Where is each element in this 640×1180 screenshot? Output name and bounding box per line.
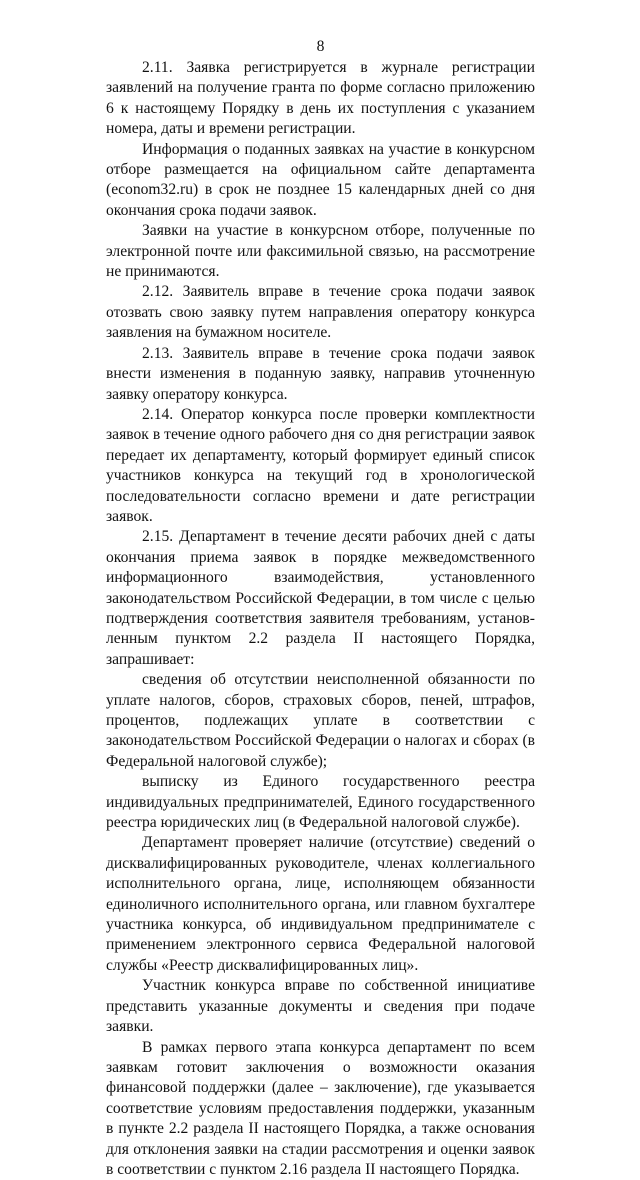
paragraph-2-13: 2.13. Заявитель вправе в течение срока подачи заявок внести изменения в поданную заявку, направив уточненную заявку оператору конкурса.	[106, 344, 535, 405]
paragraph-2-11: 2.11. Заявка регистрируется в журнале регистрации заявлений на получение гранта по форме согласно приложению 6 к настоящему Порядку в день их поступления с указанием номера, даты и времени регистрации.	[106, 58, 535, 140]
paragraph-first-stage: В рамках первого этапа конкурса департамент по всем заявкам готовит заключения о возможности оказания финансовой поддержки (далее – заключение), где указывается соответствие условиям предоставления поддержки, указанным в пункте 2.2 раздела II настоящего Порядка, а также основания для отклонения заявки на стадии рассмотрения и оценки заявок в соответствии с пунктом 2.16 раздела II настоящего Порядка.	[106, 1038, 535, 1180]
page-number: 8	[106, 38, 535, 56]
paragraph-2-14: 2.14. Оператор конкурса после проверки комплектности заявок в течение одного рабочего дня со дня регистрации заявок передает их департаменту, который формирует единый список участников конкурса на текущий год в хронологической последовательности согласно времени и дате регистрации заявок.	[106, 405, 535, 527]
paragraph-register-extract: выписку из Единого государственного реестра индивидуальных предпринимателей, Единого государственного реестра юридических лиц (в Федеральной налоговой службе).	[106, 772, 535, 833]
paragraph-applications-info: Информация о поданных заявках на участие в конкурсном отборе размещается на официальном сайте департамента (econom32.ru) в срок не позднее 15 календарных дней со дня окончания срока подачи заявок.	[106, 140, 535, 222]
paragraph-disqualified-check: Департамент проверяет наличие (отсутствие) сведений о дисквалифицированных руководителе, членах коллегиального исполнительного органа, лице, исполняющем обязанности единоличного исполнительного органа, или главном бухгалтере участника конкурса, об индивидуальном предпринимателе с применением электронного сервиса Федеральной налоговой службы «Реестр дисквалифицированных лиц».	[106, 833, 535, 976]
paragraph-2-15: 2.15. Департамент в течение десяти рабочих дней с даты окончания приема заявок в порядке межведомственного информационного взаимодействия, установленного законодательством Российской Федерации, в том числе с целью подтверждения соответствия заявителя требованиям, установленным пунктом 2.2 раздела II настоящего Порядка, запрашивает:	[106, 527, 535, 670]
paragraph-tax-obligations: сведения об отсутствии неисполненной обязанности по уплате налогов, сборов, страховых сборов, пеней, штрафов, процентов, подлежащих уплате в соответствии с законодательством Российской Федерации о налогах и сборах (в Федеральной налоговой службе);	[106, 670, 535, 772]
paragraph-own-initiative: Участник конкурса вправе по собственной инициативе представить указанные документы и сведения при подаче заявки.	[106, 976, 535, 1037]
paragraph-email-fax-rejected: Заявки на участие в конкурсном отборе, полученные по электронной почте или факсимильной связью, на рассмотрение не принимаются.	[106, 221, 535, 282]
paragraph-2-12: 2.12. Заявитель вправе в течение срока подачи заявок отозвать свою заявку путем направления оператору конкурса заявления на бумажном носителе.	[106, 282, 535, 343]
